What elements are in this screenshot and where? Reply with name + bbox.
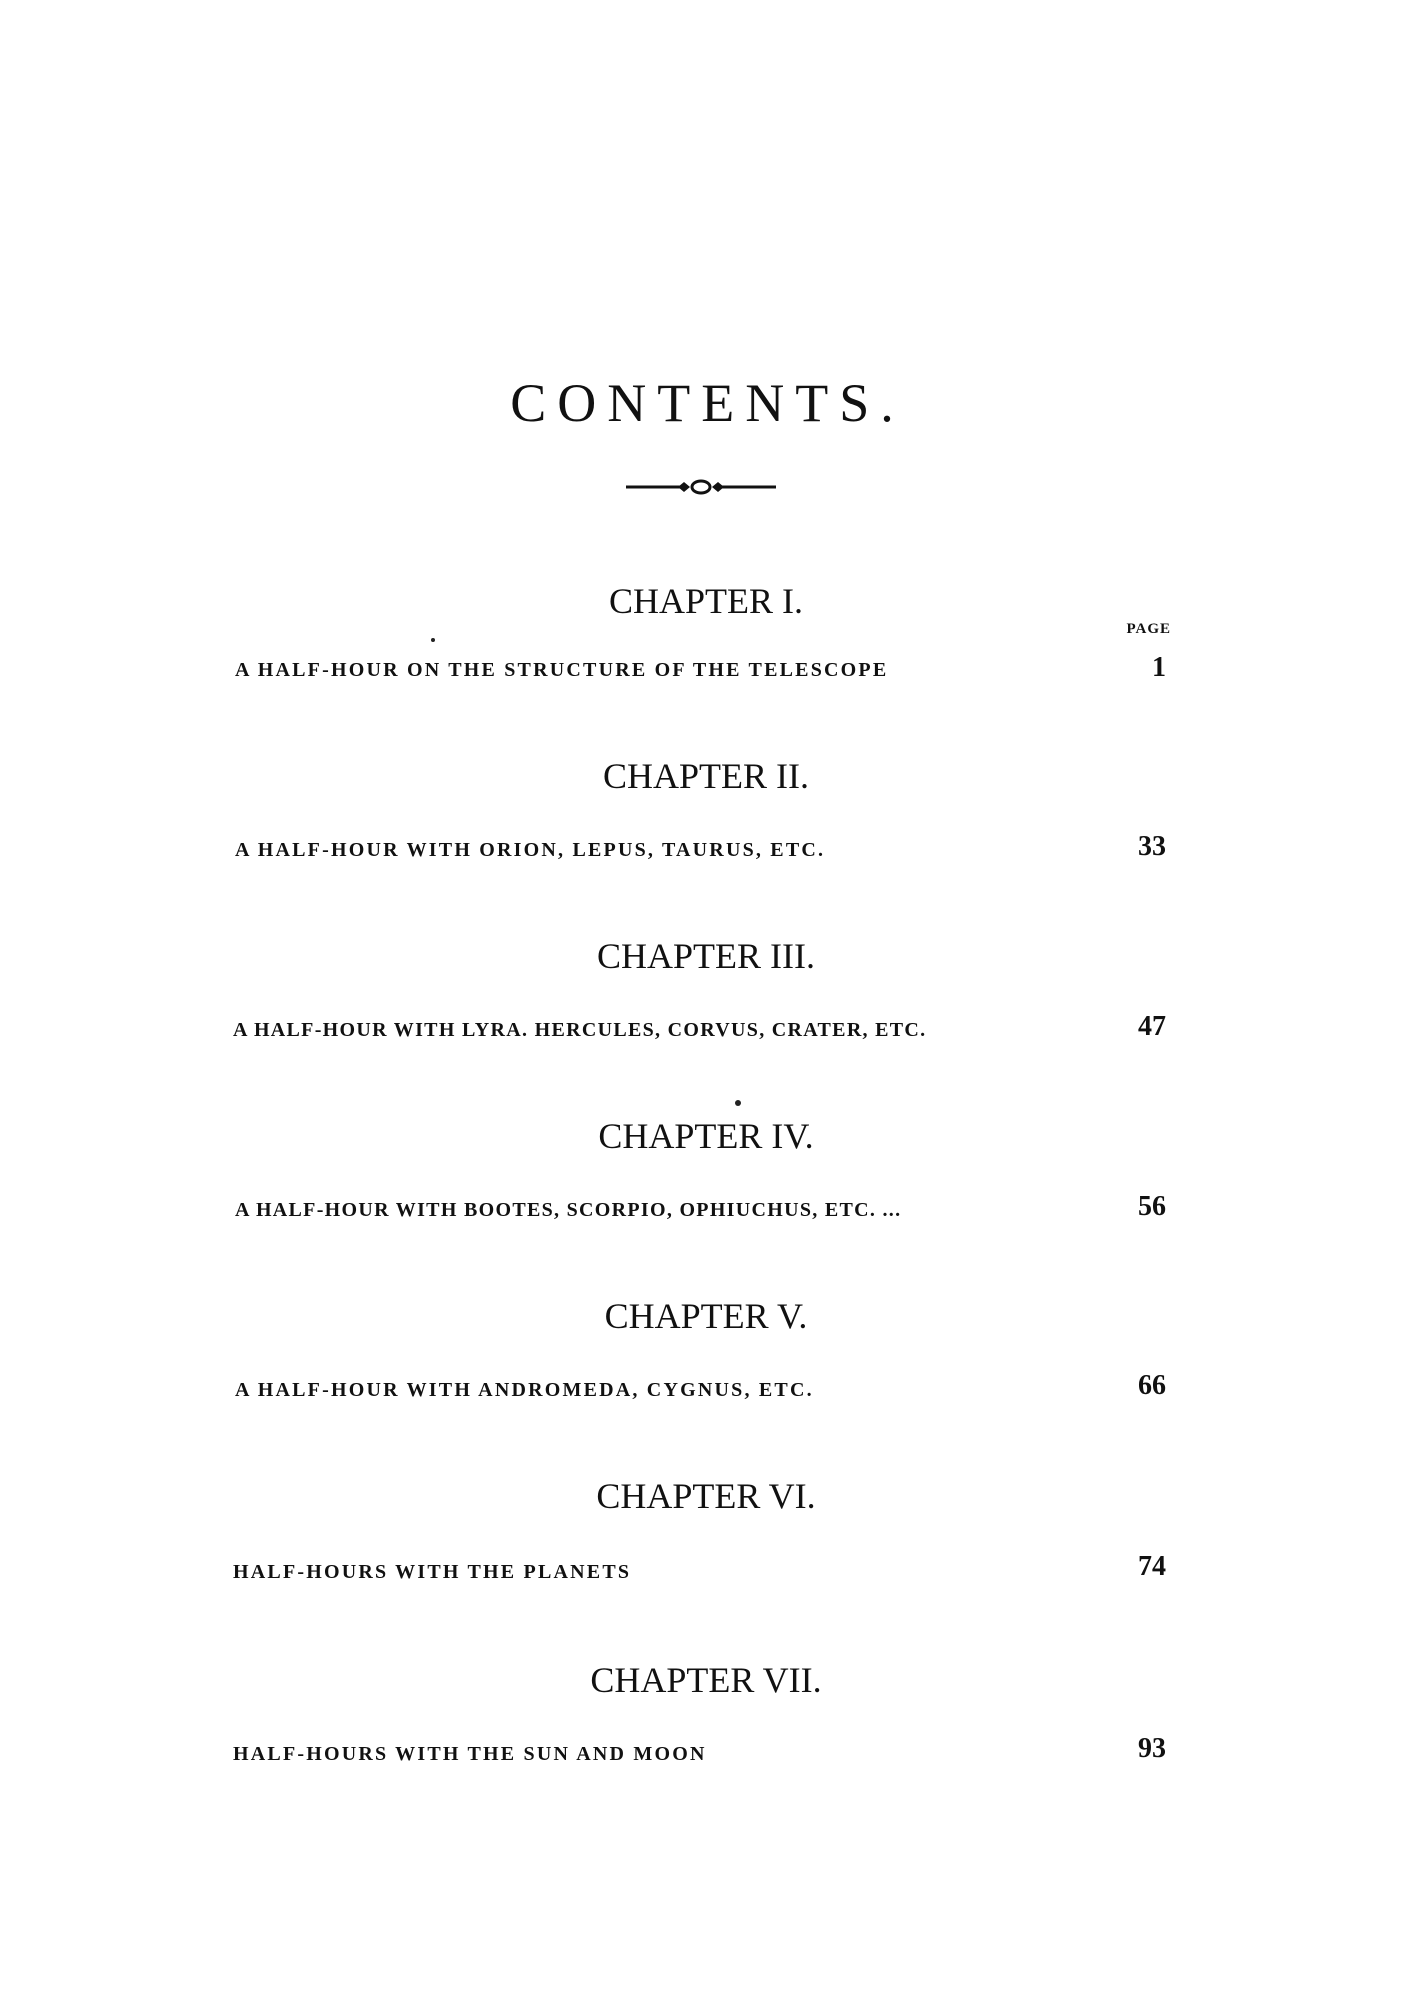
chapter-entry-page: 66 — [1138, 1370, 1166, 1401]
chapter-entry-title: HALF-HOURS WITH THE PLANETS — [233, 1561, 632, 1583]
chapter-entry-title: A HALF-HOUR WITH LYRA. HERCULES, CORVUS, CRATER, ETC. — [233, 1019, 927, 1041]
chapter-entry-title: A HALF-HOUR WITH ANDROMEDA, CYGNUS, ETC. — [235, 1379, 814, 1401]
page-column-label: PAGE — [1126, 621, 1171, 637]
chapter-entry-page: 56 — [1138, 1191, 1166, 1222]
chapter-heading: CHAPTER III. — [597, 936, 815, 976]
chapter-entry-title: HALF-HOURS WITH THE SUN AND MOON — [233, 1743, 707, 1765]
stray-mark — [431, 638, 435, 642]
chapter-entry-page: 33 — [1138, 831, 1166, 862]
chapter-entry-page: 74 — [1138, 1551, 1166, 1582]
chapter-heading: CHAPTER II. — [603, 756, 809, 796]
chapter-entry-title: A HALF-HOUR WITH ORION, LEPUS, TAURUS, ETC. — [235, 839, 826, 861]
chapter-heading: CHAPTER I. — [608, 581, 803, 621]
chapter-entry-title: A HALF-HOUR WITH BOOTES, SCORPIO, OPHIUCHUS, ETC. ... — [235, 1199, 902, 1221]
chapter-entry-title: A HALF-HOUR ON THE STRUCTURE OF THE TELESCOPE — [235, 659, 889, 681]
ornament-divider-icon — [626, 476, 776, 498]
chapter-heading: CHAPTER VI. — [596, 1476, 816, 1516]
chapter-entry-page: 47 — [1138, 1011, 1166, 1042]
chapter-heading: CHAPTER V. — [604, 1296, 808, 1336]
chapter-heading: CHAPTER IV. — [598, 1116, 814, 1156]
stray-mark — [735, 1100, 741, 1106]
page-title: CONTENTS. — [510, 373, 905, 434]
chapter-heading: CHAPTER VII. — [590, 1660, 822, 1700]
chapter-entry-page: 93 — [1138, 1733, 1166, 1764]
chapter-entry-page: 1 — [1152, 652, 1166, 683]
